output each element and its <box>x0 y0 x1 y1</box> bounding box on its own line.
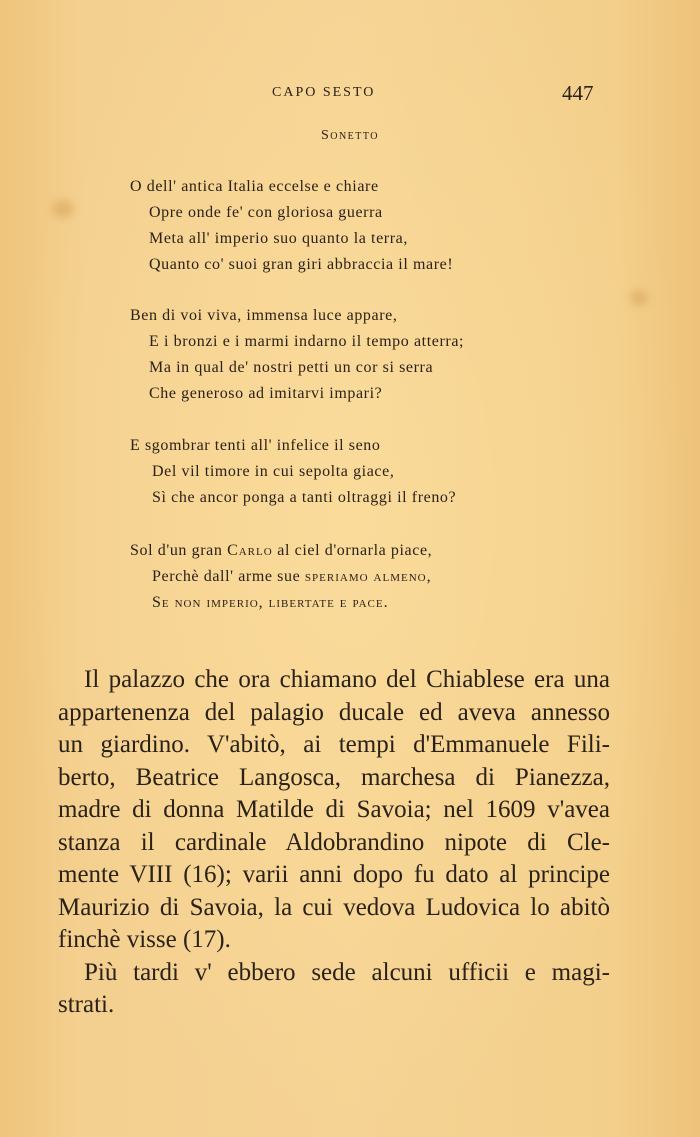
prose-line: Maurizio di Savoia, la cui vedova Ludovica lo abitò <box>58 893 610 921</box>
verse-line: Sì che ancor ponga a tanti oltraggi il freno? <box>152 489 457 506</box>
verse-line: Se non imperio, libertate e pace. <box>152 594 389 611</box>
verse-text: al ciel d'ornarla piace, <box>272 542 433 559</box>
verse-line: Opre onde fe' con gloriosa guerra <box>149 204 383 221</box>
prose-line: Più tardi v' ebbero sede alcuni ufficii e magi- <box>84 958 610 986</box>
sonnet-title: Sonetto <box>320 128 380 143</box>
verse-text: Perchè dall' arme sue <box>152 568 305 585</box>
verse-name: Carlo <box>227 542 273 559</box>
prose-line: madre di donna Matilde di Savoia; nel 1609 v'avea <box>58 796 610 823</box>
prose-line: berto, Beatrice Langosca, marchesa di Pianezza, <box>58 763 610 791</box>
verse-line: Che generoso ad imitarvi impari? <box>149 385 383 402</box>
running-title: CAPO SESTO <box>272 85 376 100</box>
prose-line: Il palazzo che ora chiamano del Chiablese era una <box>84 666 610 693</box>
verse-line <box>152 565 432 589</box>
verse-line: Meta all' imperio suo quanto la terra, <box>149 230 408 247</box>
verse-line <box>130 539 432 563</box>
verse-line: E i bronzi e i marmi indarno il tempo atterra; <box>149 333 465 350</box>
paper-stain <box>52 200 74 218</box>
verse-line: O dell' antica Italia eccelse e chiare <box>130 178 379 195</box>
verse-caps: speriamo almeno, <box>304 568 432 585</box>
verse-line: E sgombrar tenti all' infelice il seno <box>130 437 381 454</box>
verse-line: Quanto co' suoi gran giri abbraccia il mare! <box>149 256 454 273</box>
prose-line: appartenenza del palagio ducale ed aveva annesso <box>58 698 610 726</box>
prose-text <box>58 664 610 1022</box>
verse-line: Ben di voi viva, immensa luce appare, <box>130 307 398 324</box>
prose-line: mente VIII (16); varii anni dopo fu dato al principe <box>58 861 610 888</box>
prose-line: stanza il cardinale Aldobrandino nipote di Cle- <box>58 828 610 856</box>
verse-line: Ma in qual de' nostri petti un cor si serra <box>149 359 434 376</box>
prose-line: un giardino. V'abitò, ai tempi d'Emmanuele Fili- <box>58 731 610 758</box>
verse-text: Sol d'un gran <box>130 542 228 559</box>
prose-line: strati. <box>58 991 115 1018</box>
verse-line: Del vil timore in cui sepolta giace, <box>152 463 395 480</box>
prose-line: finchè visse (17). <box>58 926 231 953</box>
page-number: 447 <box>562 81 594 105</box>
running-head <box>0 81 700 107</box>
paper-stain <box>630 290 648 306</box>
